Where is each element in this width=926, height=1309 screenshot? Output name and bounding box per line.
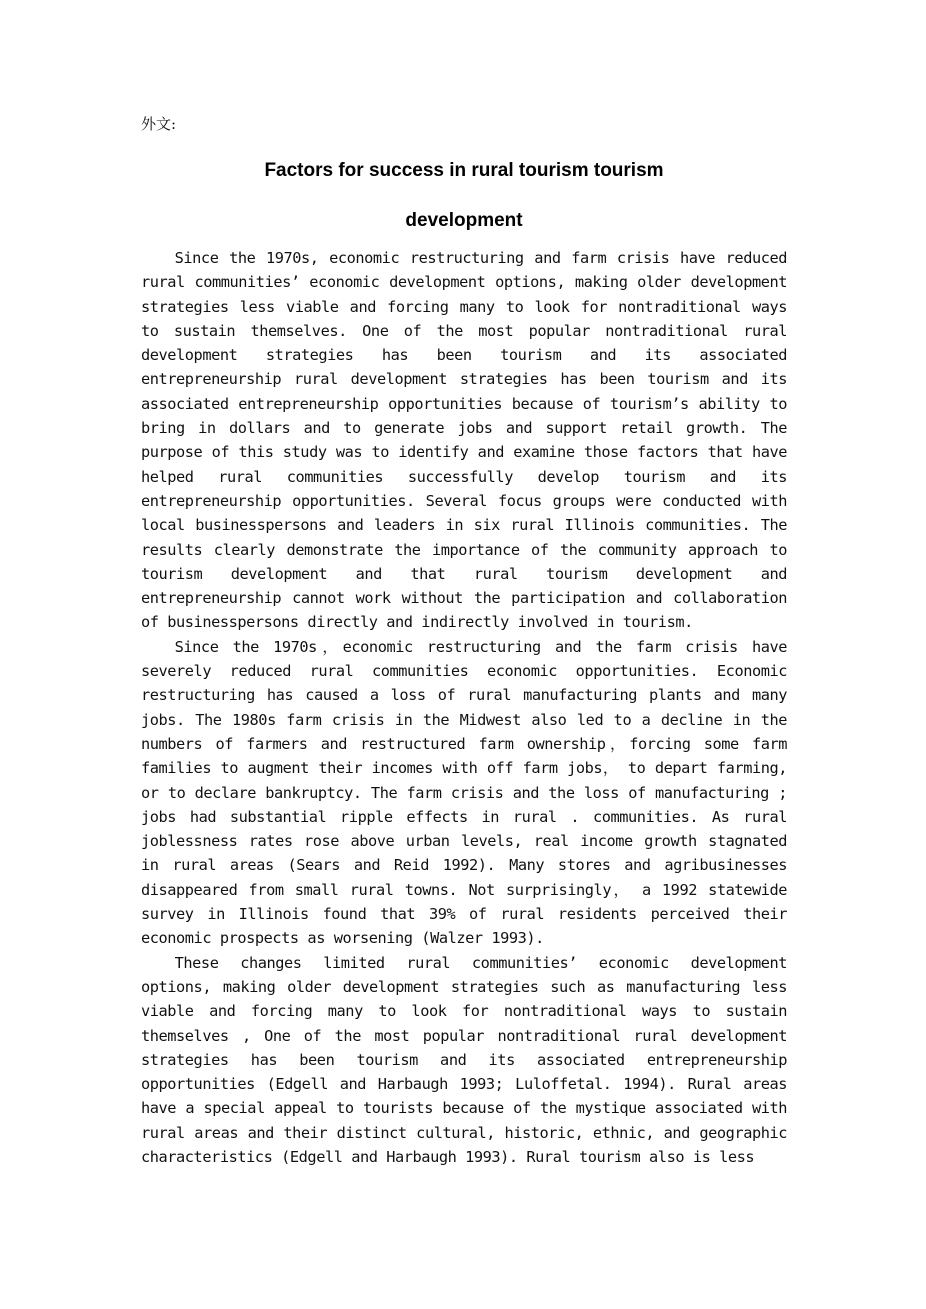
section-label: 外文: — [141, 115, 177, 133]
abstract-paragraph: Since the 1970s, economic restructuring and farm crisis have reduced rural communities’ economic development options, making older development strategies less viable and forcing many to look for nontraditional ways to sustain themselves. One of the most popular nontraditional rural development strategies has been tourism and its associated entrepreneurship rural development strategies has been tourism and its associated entrepreneurship opportunities because of tourism’s ability to bring in dollars and to generate jobs and support retail growth. The purpose of this study was to identify and examine those factors that have helped rural communities successfully develop tourism and its entrepreneurship opportunities. Several focus groups were conducted with local businesspersons and leaders in six rural Illinois communities. The results clearly demonstrate the importance of the community approach to tourism development and that rural tourism development and entrepreneurship cannot work without the participation and collaboration of businesspersons directly and indirectly involved in tourism. — [141, 249, 787, 632]
document-title — [141, 146, 787, 246]
body-paragraph: Since the 1970s，economic restructuring and the farm crisis have severely reduced rural communities economic opportunities. Economic restructuring has caused a loss of rural manufacturing plants and many jobs. The 1980s farm crisis in the Midwest also led to a decline in the numbers of farmers and restructured farm ownership，forcing some farm families to augment their incomes with off farm jobs， to depart farming, or to declare bankruptcy. The farm crisis and the loss of manufacturing ; jobs had substantial ripple effects in rural . communities. As rural joblessness rates rose above urban levels, real income growth stagnated in rural areas (Sears and Reid 1992). Many stores and agribusinesses disappeared from small rural towns. Not surprisingly， a 1992 statewide survey in Illinois found that 39% of rural residents perceived their economic prospects as worsening (Walzer 1993). — [141, 637, 787, 948]
document-body — [141, 112, 787, 1169]
title-line-1: Factors for success in rural tourism tourism — [264, 160, 664, 181]
title-line-2: development — [405, 210, 523, 231]
body-paragraph: These changes limited rural communities’ economic development options, making older development strategies such as manufacturing less viable and forcing many to look for nontraditional ways to sustain themselves , One of the most popular nontraditional rural development strategies has been tourism and its associated entrepreneurship opportunities (Edgell and Harbaugh 1993; Luloffetal. 1994). Rural areas have a special appeal to tourists because of the mystique associated with rural areas and their distinct cultural, historic, ethnic, and geographic characteristics (Edgell and Harbaugh 1993). Rural tourism also is less — [141, 953, 787, 1166]
